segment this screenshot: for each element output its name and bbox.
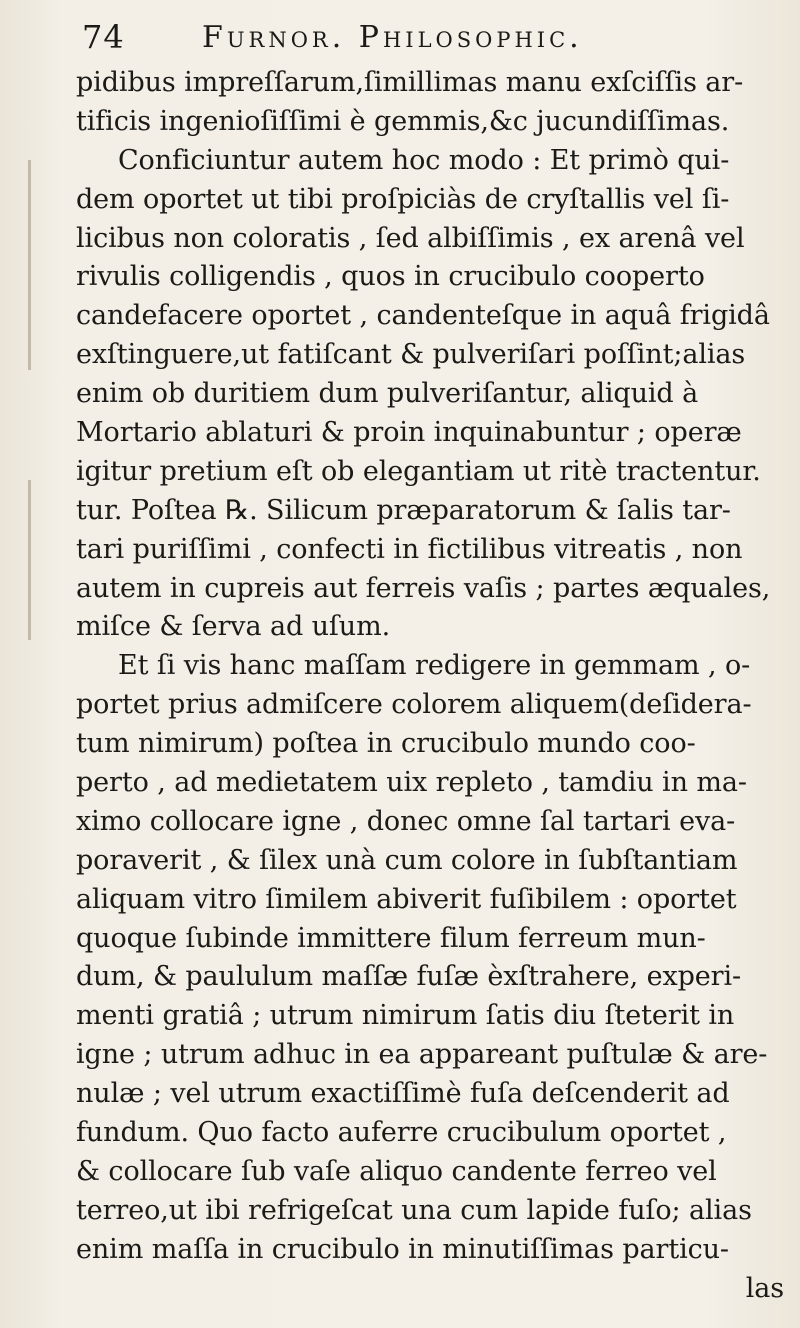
- text-line: igne ; utrum adhuc in ea appareant puſtulæ & are-: [76, 1039, 768, 1071]
- text-line: quoque ſubinde immittere filum ferreum mun-: [76, 922, 706, 954]
- text-line: & collocare ſub vaſe aliquo candente ferreo vel: [76, 1155, 717, 1187]
- text-line: tum nimirum) poſtea in crucibulo mundo coo-: [76, 728, 696, 760]
- text-line: tificis ingenioſiſſimi è gemmis,&c jucundiſſimas.: [76, 105, 730, 137]
- running-head: Furnor. Philosophic.: [202, 20, 583, 55]
- text-line: licibus non coloratis , ſed albiſſimis , ex arenâ vel: [76, 222, 745, 254]
- page-number: 74: [82, 18, 125, 56]
- text-line: ximo collocare igne , donec omne ſal tartari eva-: [76, 805, 736, 837]
- text-line: tur. Poſtea ℞. Silicum præparatorum & ſalis tar-: [76, 494, 731, 526]
- margin-stain: [28, 160, 31, 370]
- text-line: menti gratiâ ; utrum nimirum ſatis diu ſteterit in: [76, 1000, 735, 1032]
- text-line: enim maſſa in crucibulo in minutiſſimas particu-: [76, 1233, 729, 1265]
- catchword: las: [745, 1272, 784, 1304]
- text-line: portet prius admiſcere colorem aliquem(deſidera-: [76, 689, 752, 721]
- text-line: igitur pretium eſt ob elegantiam ut ritè tractentur.: [76, 455, 761, 487]
- text-line: pidibus impreſſarum,ſimillimas manu exſciſſis ar-: [76, 67, 744, 98]
- text-body: [76, 64, 796, 1309]
- text-line: aliquam vitro ſimilem abiverit fuſibilem : oportet: [76, 883, 737, 915]
- text-line: Conficiuntur autem hoc modo : Et primò qui-: [118, 144, 730, 176]
- text-line: fundum. Quo facto auferre crucibulum oportet ,: [76, 1117, 727, 1149]
- page-header: [82, 18, 782, 58]
- text-line: poraverit , & ſilex unà cum colore in ſubſtantiam: [76, 844, 738, 876]
- text-line: dum, & paululum maſſæ fuſæ èxſtrahere, experi-: [76, 961, 742, 993]
- text-line: perto , ad medietatem uix repleto , tamdiu in ma-: [76, 767, 747, 799]
- text-line: tari puriſſimi , confecti in fictilibus vitreatis , non: [76, 533, 743, 565]
- text-line: Et ſi vis hanc maſſam redigere in gemmam , o-: [118, 650, 751, 682]
- text-line: dem oportet ut tibi proſpiciàs de cryſtallis vel ſi-: [76, 183, 730, 215]
- text-line: miſce & ſerva ad uſum.: [76, 611, 391, 643]
- margin-stain: [28, 480, 31, 640]
- text-line: Mortario ablaturi & proin inquinabuntur ; operæ: [76, 417, 742, 449]
- text-line: rivulis colligendis , quos in crucibulo cooperto: [76, 261, 705, 293]
- text-line: terreo,ut ibi refrigeſcat una cum lapide fuſo; alias: [76, 1194, 752, 1226]
- text-line: exſtinguere,ut fatiſcant & pulveriſari poſſint;alias: [76, 339, 746, 371]
- text-line: enim ob duritiem dum pulveriſantur, aliquid à: [76, 378, 699, 410]
- text-line: candefacere oportet , candenteſque in aquâ frigidâ: [76, 300, 770, 332]
- text-line: nulæ ; vel utrum exactiſſimè fuſa deſcenderit ad: [76, 1078, 730, 1110]
- text-line: autem in cupreis aut ferreis vaſis ; partes æquales,: [76, 572, 771, 604]
